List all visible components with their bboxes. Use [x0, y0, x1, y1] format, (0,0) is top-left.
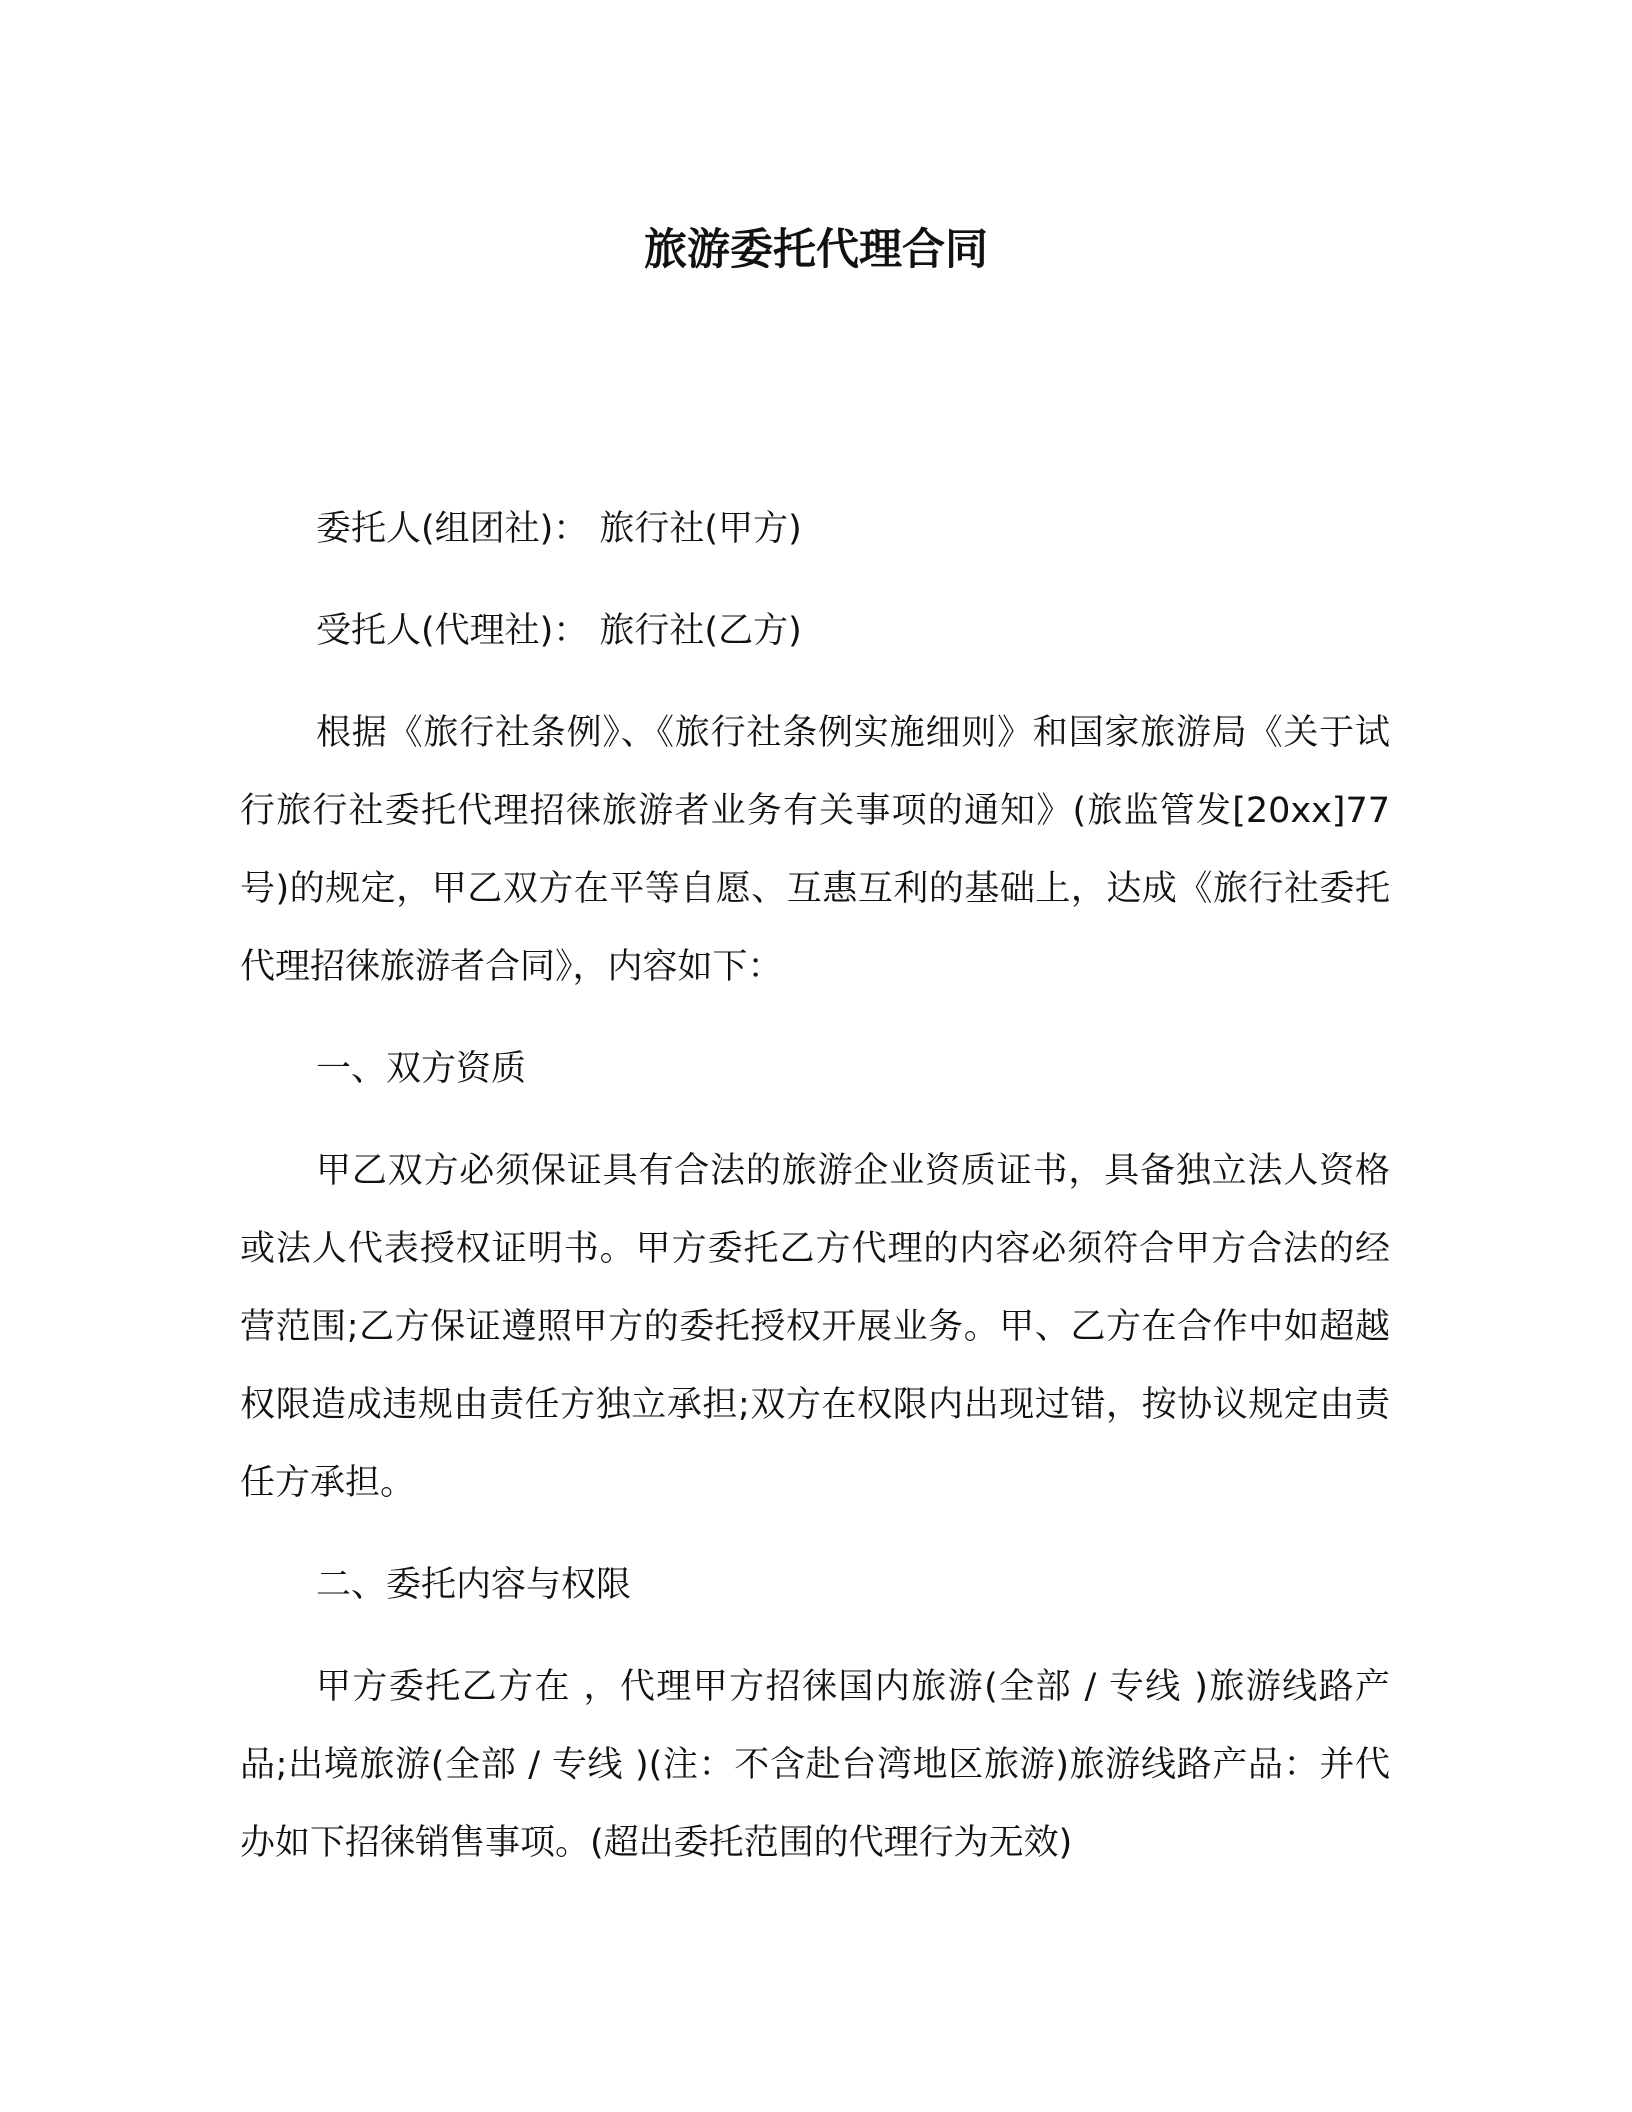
agent-party-line: 受托人(代理社)： 旅行社(乙方) — [316, 611, 802, 651]
section-heading-qualifications: 一、双方资质 — [316, 1049, 527, 1089]
document-title: 旅游委托代理合同 — [644, 225, 988, 275]
qualifications-paragraph: 甲乙双方必须保证具有合法的旅游企业资质证书，具备独立法人资格或法人代表授权证明书。甲方委托乙方代理的内容必须符合甲方合法的经营范围;乙方保证遵照甲方的委托授权开展业务。甲、乙方在合作中如超越权限造成违规由责任方独立承担;双方在权限内出现过错，按协议规定由责任方承担。 — [240, 1151, 1390, 1503]
document-body — [240, 490, 1390, 1882]
section-heading-scope: 二、委托内容与权限 — [316, 1565, 632, 1605]
principal-party-line: 委托人(组团社)： 旅行社(甲方) — [316, 509, 802, 549]
preamble-paragraph: 根据《旅行社条例》、《旅行社条例实施细则》和国家旅游局《关于试行旅行社委托代理招徕旅游者业务有关事项的通知》(旅监管发[20xx]77 号)的规定，甲乙双方在平等自愿、互惠互利的基础上，达成《旅行社委托代理招徕旅游者合同》，内容如下： — [240, 713, 1390, 987]
scope-paragraph: 甲方委托乙方在 ，代理甲方招徕国内旅游(全部 / 专线 )旅游线路产品;出境旅游(全部 / 专线 )(注：不含赴台湾地区旅游)旅游线路产品：并代办如下招徕销售事项。(超出委托范围的代理行为无效) — [240, 1667, 1390, 1863]
